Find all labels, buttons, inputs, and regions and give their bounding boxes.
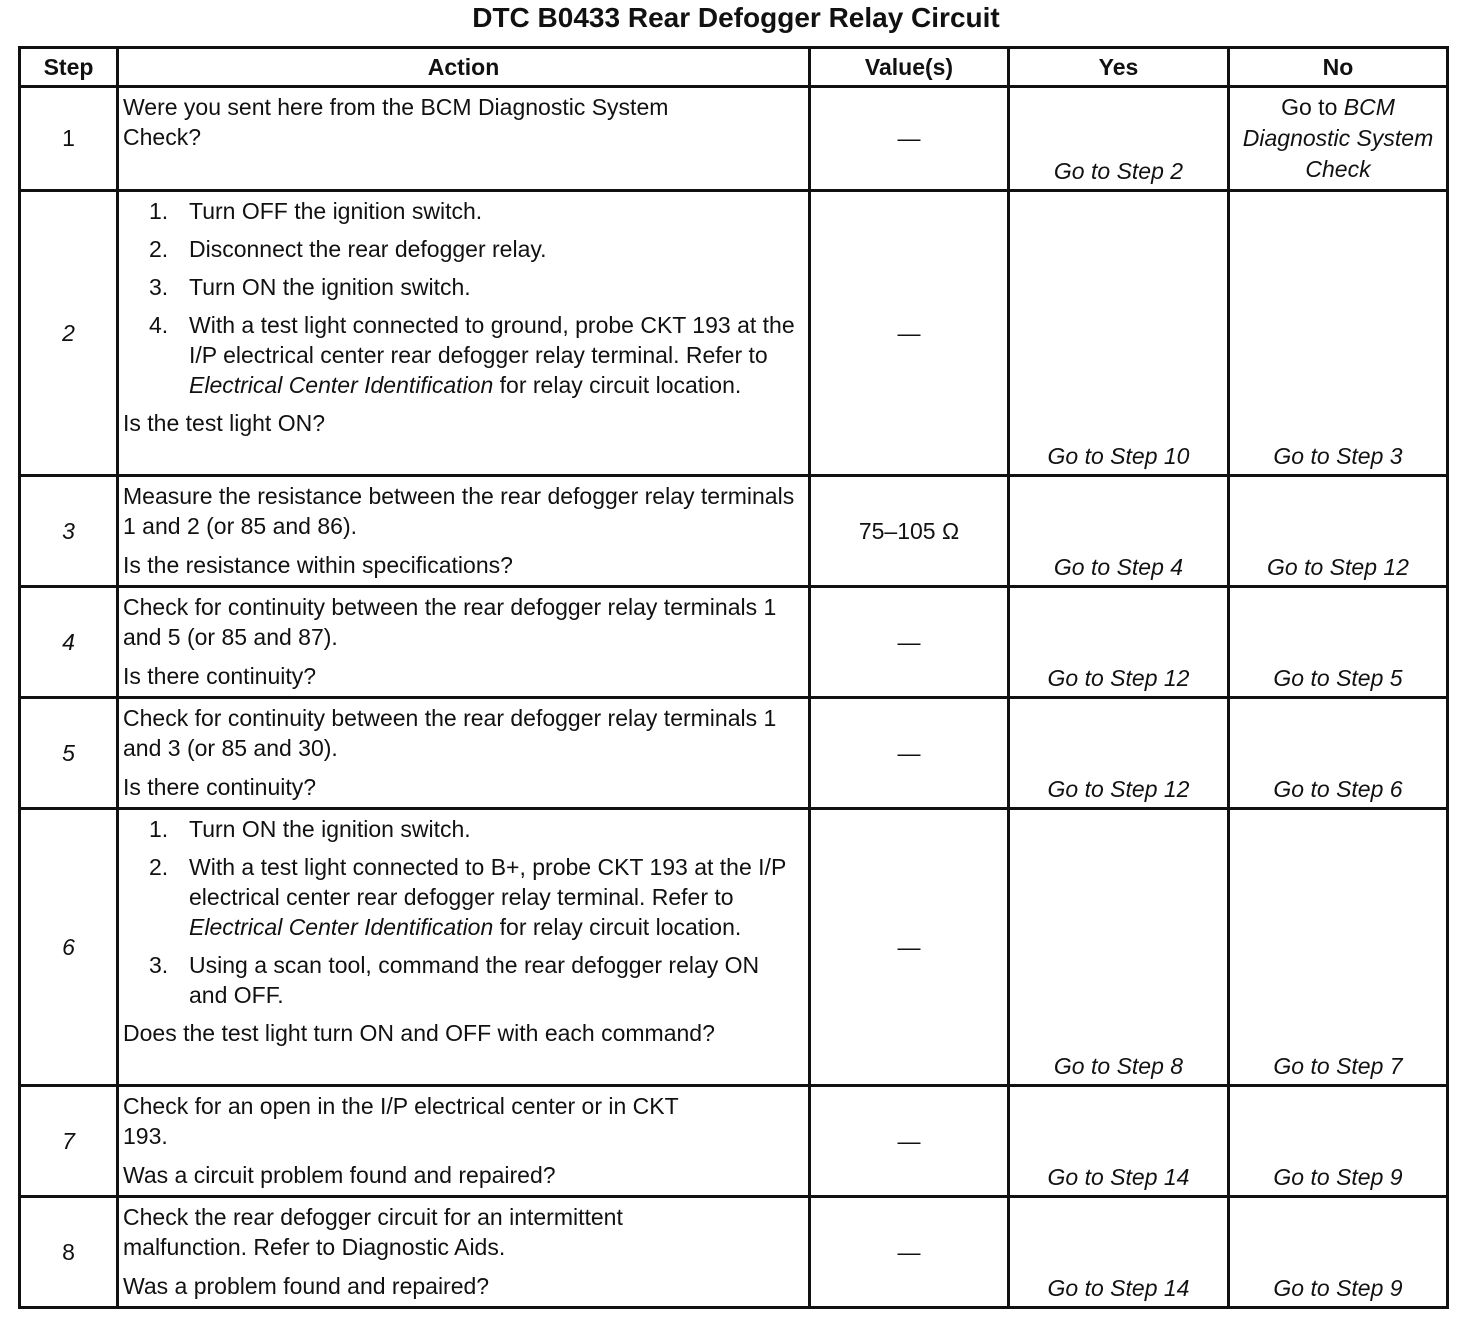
question-text: Is there continuity? bbox=[123, 663, 317, 689]
step-number: 3 bbox=[20, 476, 118, 587]
yes-cell: Go to Step 2 bbox=[1009, 87, 1229, 191]
substep: 2. Disconnect the rear defogger relay. bbox=[149, 236, 547, 262]
action-cell bbox=[118, 698, 810, 809]
substep: 3. Using a scan tool, command the rear defogger relay ON and OFF. bbox=[149, 952, 760, 1008]
action-text: Check for an open in the I/P electrical center or in CKT 193. bbox=[123, 1093, 679, 1149]
step-number: 8 bbox=[20, 1197, 118, 1308]
action-text: Check the rear defogger circuit for an intermittent malfunction. Refer to Diagnostic Aids. bbox=[123, 1204, 623, 1260]
diagnostic-table bbox=[18, 46, 1449, 1309]
question-text: Is there continuity? bbox=[123, 774, 317, 800]
table-row-step-3 bbox=[20, 476, 1448, 587]
action-cell bbox=[118, 1197, 810, 1308]
value-cell: — bbox=[810, 191, 1009, 476]
reference-link-text: Electrical Center Identification bbox=[189, 372, 494, 398]
no-cell: Go to Step 9 bbox=[1229, 1086, 1448, 1197]
question-text: Was a problem found and repaired? bbox=[123, 1273, 490, 1299]
step-number: 5 bbox=[20, 698, 118, 809]
action-text: Check for continuity between the rear defogger relay terminals 1 and 3 (or 85 and 30). bbox=[123, 705, 777, 761]
yes-cell: Go to Step 10 bbox=[1009, 191, 1229, 476]
yes-cell: Go to Step 4 bbox=[1009, 476, 1229, 587]
no-reference: BCM Diagnostic System Check bbox=[1242, 94, 1434, 182]
header-values: Value(s) bbox=[810, 48, 1009, 87]
no-cell bbox=[1229, 87, 1448, 191]
yes-cell: Go to Step 12 bbox=[1009, 698, 1229, 809]
value-cell: — bbox=[810, 587, 1009, 698]
value-cell: — bbox=[810, 1197, 1009, 1308]
action-text: Check for continuity between the rear defogger relay terminals 1 and 5 (or 85 and 87). bbox=[123, 594, 777, 650]
reference-link-text: Electrical Center Identification bbox=[189, 914, 494, 940]
question-text: Is the resistance within specifications? bbox=[123, 552, 513, 578]
value-cell: — bbox=[810, 87, 1009, 191]
step-number: 2 bbox=[20, 191, 118, 476]
header-step: Step bbox=[20, 48, 118, 87]
action-text: Measure the resistance between the rear defogger relay terminals 1 and 2 (or 85 and 86). bbox=[123, 483, 795, 539]
action-cell bbox=[118, 476, 810, 587]
step-number: 6 bbox=[20, 809, 118, 1086]
header-action: Action bbox=[118, 48, 810, 87]
no-cell: Go to Step 12 bbox=[1229, 476, 1448, 587]
value-cell: 75–105 Ω bbox=[810, 476, 1009, 587]
no-prefix: Go to bbox=[1281, 94, 1338, 120]
value-cell: — bbox=[810, 1086, 1009, 1197]
no-cell: Go to Step 9 bbox=[1229, 1197, 1448, 1308]
table-row-step-6 bbox=[20, 809, 1448, 1086]
action-cell bbox=[118, 87, 810, 191]
no-cell: Go to Step 5 bbox=[1229, 587, 1448, 698]
step-number: 4 bbox=[20, 587, 118, 698]
table-row-step-2 bbox=[20, 191, 1448, 476]
substep: 2. With a test light connected to B+, probe CKT 193 at the I/P electrical center rear defogger relay terminal. Refer to Electrical Center Identification for relay circuit location. bbox=[149, 854, 786, 940]
action-cell bbox=[118, 1086, 810, 1197]
page-title: DTC B0433 Rear Defogger Relay Circuit bbox=[472, 2, 1000, 33]
yes-cell: Go to Step 14 bbox=[1009, 1086, 1229, 1197]
no-cell: Go to Step 7 bbox=[1229, 809, 1448, 1086]
yes-cell: Go to Step 14 bbox=[1009, 1197, 1229, 1308]
substep: 1. Turn OFF the ignition switch. bbox=[149, 198, 483, 224]
value-cell: — bbox=[810, 698, 1009, 809]
no-cell: Go to Step 6 bbox=[1229, 698, 1448, 809]
substep: 3. Turn ON the ignition switch. bbox=[149, 274, 471, 300]
substep-list bbox=[123, 814, 802, 1010]
value-cell: — bbox=[810, 809, 1009, 1086]
table-row-step-5 bbox=[20, 698, 1448, 809]
table-row-step-1 bbox=[20, 87, 1448, 191]
question-text: Was a circuit problem found and repaired? bbox=[123, 1162, 556, 1188]
action-text: Were you sent here from the BCM Diagnostic System Check? bbox=[123, 94, 669, 150]
question-text: Is the test light ON? bbox=[123, 410, 325, 436]
header-no: No bbox=[1229, 48, 1448, 87]
header-yes: Yes bbox=[1009, 48, 1229, 87]
action-cell bbox=[118, 191, 810, 476]
header-row bbox=[20, 48, 1448, 87]
substep: 4. With a test light connected to ground, probe CKT 193 at the I/P electrical center rear defogger relay terminal. Refer to Electrical Center Identification for relay circuit location. bbox=[149, 312, 795, 398]
action-cell bbox=[118, 587, 810, 698]
table-row-step-4 bbox=[20, 587, 1448, 698]
table-row-step-7 bbox=[20, 1086, 1448, 1197]
yes-cell: Go to Step 8 bbox=[1009, 809, 1229, 1086]
step-number: 1 bbox=[20, 87, 118, 191]
question-text: Does the test light turn ON and OFF with each command? bbox=[123, 1020, 715, 1046]
yes-cell: Go to Step 12 bbox=[1009, 587, 1229, 698]
no-cell: Go to Step 3 bbox=[1229, 191, 1448, 476]
substep-list bbox=[123, 196, 802, 400]
table-row-step-8 bbox=[20, 1197, 1448, 1308]
step-number: 7 bbox=[20, 1086, 118, 1197]
action-cell bbox=[118, 809, 810, 1086]
substep: 1. Turn ON the ignition switch. bbox=[149, 816, 471, 842]
